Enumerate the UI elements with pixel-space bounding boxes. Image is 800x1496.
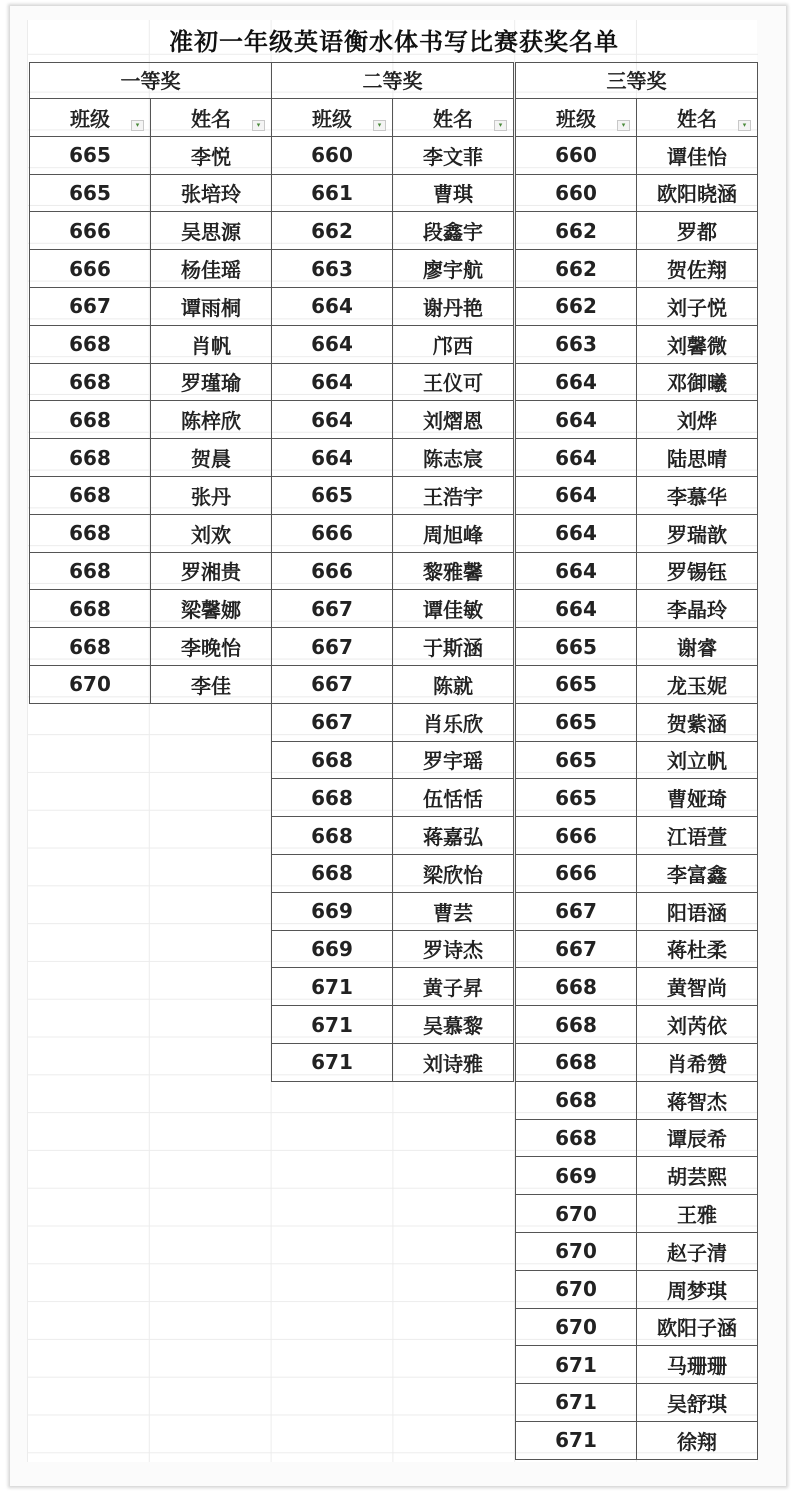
class-cell: 668 <box>272 779 393 816</box>
name-cell: 赵子清 <box>667 1240 727 1265</box>
name-cell: 罗瑞歆 <box>667 522 727 547</box>
class-cell: 666 <box>516 855 637 892</box>
name-header[interactable]: 姓名 ▾ <box>637 99 757 136</box>
name-cell: 罗锡钰 <box>667 560 727 585</box>
name-cell: 刘芮依 <box>667 1014 727 1039</box>
name-cell: 伍恬恬 <box>423 787 483 812</box>
name-cell: 李文菲 <box>423 144 483 169</box>
class-cell: 668 <box>272 817 393 854</box>
name-cell: 周梦琪 <box>667 1278 727 1303</box>
name-cell: 陈梓欣 <box>181 409 241 434</box>
table-row <box>516 666 757 704</box>
table-row <box>30 364 271 402</box>
table-row <box>516 628 757 666</box>
table-row <box>30 250 271 288</box>
class-cell: 666 <box>272 553 393 590</box>
table-row <box>272 817 513 855</box>
class-cell: 669 <box>272 893 393 930</box>
class-cell: 669 <box>272 931 393 968</box>
class-cell: 665 <box>30 175 151 212</box>
class-cell: 666 <box>30 250 151 287</box>
table-row <box>30 477 271 515</box>
table-row <box>516 931 757 969</box>
name-cell: 王雅 <box>677 1203 717 1227</box>
class-cell: 662 <box>272 212 393 249</box>
prize-table-1 <box>29 62 272 704</box>
name-cell: 马珊珊 <box>667 1354 727 1379</box>
table-row <box>272 137 513 175</box>
header-row <box>272 99 513 137</box>
table-row <box>516 1157 757 1195</box>
class-cell: 668 <box>516 1044 637 1081</box>
table-row <box>516 855 757 893</box>
header-row <box>516 99 757 137</box>
class-cell: 665 <box>516 666 637 703</box>
class-cell: 662 <box>516 250 637 287</box>
table-row <box>516 553 757 591</box>
table-row <box>30 137 271 175</box>
class-cell: 671 <box>272 1006 393 1043</box>
name-cell: 肖希赞 <box>667 1051 727 1076</box>
class-header[interactable]: 班级 ▾ <box>272 99 393 136</box>
class-cell: 664 <box>516 515 637 552</box>
name-cell: 曹芸 <box>433 900 473 925</box>
name-cell: 阳语涵 <box>667 900 727 925</box>
class-cell: 669 <box>516 1157 637 1194</box>
class-cell: 660 <box>272 137 393 174</box>
class-cell: 664 <box>516 364 637 401</box>
name-cell: 蒋智杰 <box>667 1089 727 1114</box>
name-cell: 罗都 <box>677 220 717 245</box>
class-cell: 670 <box>516 1233 637 1270</box>
name-cell: 欧阳晓涵 <box>657 182 737 207</box>
class-cell: 664 <box>516 590 637 627</box>
class-cell: 668 <box>30 364 151 401</box>
table-row <box>272 477 513 515</box>
class-cell: 670 <box>516 1271 637 1308</box>
prize-table-3 <box>515 62 758 1460</box>
name-cell: 王仪可 <box>423 371 483 396</box>
class-cell: 660 <box>516 175 637 212</box>
class-cell: 668 <box>516 1120 637 1157</box>
name-cell: 谢睿 <box>677 636 717 661</box>
class-cell: 667 <box>272 666 393 703</box>
header-row <box>30 99 271 137</box>
class-cell: 662 <box>516 288 637 325</box>
name-cell: 贺晨 <box>191 447 231 472</box>
table-row <box>516 1233 757 1271</box>
name-cell: 陆思晴 <box>667 447 727 472</box>
class-cell: 668 <box>30 439 151 476</box>
table-row <box>272 250 513 288</box>
table-row <box>30 590 271 628</box>
table-row <box>516 288 757 326</box>
name-cell: 罗瑾瑜 <box>181 371 241 396</box>
name-cell: 罗诗杰 <box>423 938 483 963</box>
class-cell: 671 <box>272 1044 393 1081</box>
name-cell: 刘诗雅 <box>423 1051 483 1076</box>
table-row <box>272 931 513 969</box>
name-cell: 肖乐欣 <box>423 711 483 736</box>
class-cell: 667 <box>272 590 393 627</box>
class-cell: 668 <box>516 1006 637 1043</box>
table-row <box>272 212 513 250</box>
class-cell: 668 <box>272 742 393 779</box>
class-cell: 664 <box>516 401 637 438</box>
table-row <box>272 515 513 553</box>
table-row <box>516 439 757 477</box>
class-cell: 663 <box>516 326 637 363</box>
table-row <box>516 1195 757 1233</box>
table-row <box>272 666 513 704</box>
table-row <box>516 401 757 439</box>
prize-table-2 <box>271 62 514 1082</box>
name-cell: 李富鑫 <box>667 862 727 887</box>
class-cell: 660 <box>516 137 637 174</box>
table-row <box>516 1271 757 1309</box>
class-cell: 668 <box>30 401 151 438</box>
table-row <box>272 1006 513 1044</box>
name-cell: 蒋嘉弘 <box>423 825 483 850</box>
class-cell: 665 <box>272 477 393 514</box>
name-cell: 蒋杜柔 <box>667 938 727 963</box>
name-cell: 邓御曦 <box>667 371 727 396</box>
table-row <box>272 968 513 1006</box>
table-row <box>516 1309 757 1347</box>
table-row <box>30 553 271 591</box>
prize-title: 三等奖 <box>516 62 757 99</box>
table-row <box>272 1044 513 1082</box>
class-cell: 671 <box>272 968 393 1005</box>
table-row <box>30 401 271 439</box>
table-row <box>30 175 271 213</box>
table-row <box>272 288 513 326</box>
name-cell: 李慕华 <box>667 484 727 509</box>
table-row <box>30 288 271 326</box>
table-row <box>272 742 513 780</box>
table-row <box>516 1006 757 1044</box>
class-cell: 661 <box>272 175 393 212</box>
class-cell: 664 <box>272 326 393 363</box>
class-cell: 671 <box>516 1422 637 1459</box>
prize-title: 二等奖 <box>272 62 513 99</box>
name-cell: 梁欣怡 <box>423 862 483 887</box>
class-cell: 664 <box>272 439 393 476</box>
table-row <box>30 439 271 477</box>
class-cell: 668 <box>516 1082 637 1119</box>
class-cell: 664 <box>272 401 393 438</box>
table-row <box>30 326 271 364</box>
table-row <box>516 1082 757 1120</box>
class-cell: 668 <box>516 968 637 1005</box>
class-cell: 665 <box>516 742 637 779</box>
table-row <box>516 364 757 402</box>
table-row <box>516 704 757 742</box>
dropdown-filter-icon[interactable]: ▾ <box>373 120 386 131</box>
class-cell: 664 <box>272 364 393 401</box>
table-row <box>516 137 757 175</box>
class-cell: 665 <box>30 137 151 174</box>
name-cell: 刘子悦 <box>667 295 727 320</box>
table-row <box>30 628 271 666</box>
class-cell: 668 <box>30 326 151 363</box>
class-cell: 667 <box>30 288 151 325</box>
table-row <box>272 364 513 402</box>
class-cell: 668 <box>30 477 151 514</box>
table-row <box>516 326 757 364</box>
class-cell: 671 <box>516 1384 637 1421</box>
table-row <box>516 515 757 553</box>
name-header[interactable]: 姓名 ▾ <box>393 99 513 136</box>
name-cell: 杨佳瑶 <box>181 258 241 283</box>
class-cell: 670 <box>516 1195 637 1232</box>
class-cell: 664 <box>516 553 637 590</box>
table-row <box>516 742 757 780</box>
name-cell: 刘熠恩 <box>423 409 483 434</box>
table-row <box>272 893 513 931</box>
name-cell: 徐翔 <box>677 1429 717 1454</box>
name-cell: 于斯涵 <box>423 636 483 661</box>
name-cell: 李佳 <box>191 673 231 698</box>
name-cell: 刘立帆 <box>667 749 727 774</box>
table-row <box>30 515 271 553</box>
name-cell: 贺佐翔 <box>667 258 727 283</box>
name-cell: 王浩宇 <box>423 484 483 509</box>
table-row <box>516 590 757 628</box>
class-cell: 665 <box>516 779 637 816</box>
table-row <box>516 893 757 931</box>
name-cell: 廖宇航 <box>423 258 483 283</box>
name-cell: 刘馨微 <box>667 333 727 358</box>
dropdown-filter-icon[interactable]: ▾ <box>131 120 144 131</box>
page-title: 准初一年级英语衡水体书写比赛获奖名单 <box>169 28 619 56</box>
prize-title: 一等奖 <box>30 62 271 99</box>
class-cell: 670 <box>516 1309 637 1346</box>
name-cell: 江语萱 <box>667 825 727 850</box>
table-row <box>516 779 757 817</box>
class-cell: 667 <box>272 628 393 665</box>
name-cell: 谭雨桐 <box>181 295 241 320</box>
class-cell: 666 <box>30 212 151 249</box>
table-row <box>516 1044 757 1082</box>
class-header[interactable]: 班级 ▾ <box>30 99 151 136</box>
name-cell: 黄智尚 <box>667 976 727 1001</box>
name-cell: 邝西 <box>433 333 473 358</box>
class-cell: 663 <box>272 250 393 287</box>
table-row <box>272 326 513 364</box>
table-row <box>516 1384 757 1422</box>
table-row <box>516 1346 757 1384</box>
class-cell: 664 <box>516 439 637 476</box>
name-cell: 曹娅琦 <box>667 787 727 812</box>
dropdown-filter-icon[interactable]: ▾ <box>252 120 265 131</box>
table-row <box>30 666 271 704</box>
name-cell: 胡芸熙 <box>667 1165 727 1190</box>
table-row <box>516 1120 757 1158</box>
table-row <box>272 855 513 893</box>
class-cell: 665 <box>516 704 637 741</box>
table-row <box>516 968 757 1006</box>
name-cell: 谭佳敏 <box>423 598 483 623</box>
class-cell: 667 <box>272 704 393 741</box>
class-cell: 662 <box>516 212 637 249</box>
name-cell: 谢丹艳 <box>423 295 483 320</box>
name-cell: 梁馨娜 <box>181 598 241 623</box>
class-header[interactable]: 班级 ▾ <box>516 99 637 136</box>
class-cell: 667 <box>516 893 637 930</box>
dropdown-filter-icon[interactable]: ▾ <box>738 120 751 131</box>
name-cell: 刘欢 <box>191 522 231 547</box>
table-row <box>516 477 757 515</box>
table-row <box>516 175 757 213</box>
name-cell: 李晶玲 <box>667 598 727 623</box>
name-cell: 张丹 <box>191 484 231 509</box>
class-cell: 671 <box>516 1346 637 1383</box>
name-cell: 陈就 <box>433 673 473 698</box>
dropdown-filter-icon[interactable]: ▾ <box>617 120 630 131</box>
table-row <box>272 175 513 213</box>
class-cell: 664 <box>272 288 393 325</box>
name-cell: 谭佳怡 <box>667 144 727 169</box>
table-row <box>272 590 513 628</box>
name-cell: 段鑫宇 <box>423 220 483 245</box>
class-cell: 668 <box>30 553 151 590</box>
name-cell: 陈志宸 <box>423 447 483 472</box>
table-row <box>272 704 513 742</box>
name-cell: 吴慕黎 <box>423 1014 483 1039</box>
table-row <box>30 212 271 250</box>
name-header[interactable]: 姓名 ▾ <box>151 99 271 136</box>
name-cell: 谭辰希 <box>667 1127 727 1152</box>
table-row <box>272 439 513 477</box>
table-row <box>272 401 513 439</box>
table-row <box>516 212 757 250</box>
name-cell: 欧阳子涵 <box>657 1316 737 1341</box>
name-cell: 吴思源 <box>181 220 241 245</box>
table-row <box>272 628 513 666</box>
name-cell: 罗宇瑶 <box>423 749 483 774</box>
table-row <box>516 817 757 855</box>
name-cell: 李悦 <box>191 144 231 169</box>
class-cell: 666 <box>272 515 393 552</box>
class-cell: 670 <box>30 666 151 703</box>
table-row <box>516 250 757 288</box>
dropdown-filter-icon[interactable]: ▾ <box>494 120 507 131</box>
class-cell: 668 <box>30 628 151 665</box>
class-cell: 668 <box>272 855 393 892</box>
name-cell: 曹琪 <box>433 182 473 207</box>
class-cell: 668 <box>30 590 151 627</box>
name-cell: 李晚怡 <box>181 636 241 661</box>
class-cell: 668 <box>30 515 151 552</box>
class-cell: 666 <box>516 817 637 854</box>
table-row <box>272 553 513 591</box>
name-cell: 贺紫涵 <box>667 711 727 736</box>
name-cell: 黄子昇 <box>423 976 483 1001</box>
name-cell: 刘烨 <box>677 409 717 434</box>
name-cell: 张培玲 <box>181 182 241 207</box>
class-cell: 664 <box>516 477 637 514</box>
name-cell: 罗湘贵 <box>181 560 241 585</box>
table-row <box>272 779 513 817</box>
class-cell: 665 <box>516 628 637 665</box>
name-cell: 龙玉妮 <box>667 673 727 698</box>
name-cell: 肖帆 <box>191 333 231 358</box>
name-cell: 周旭峰 <box>423 522 483 547</box>
name-cell: 黎雅馨 <box>423 560 483 585</box>
table-row <box>516 1422 757 1460</box>
class-cell: 667 <box>516 931 637 968</box>
name-cell: 吴舒琪 <box>667 1391 727 1416</box>
